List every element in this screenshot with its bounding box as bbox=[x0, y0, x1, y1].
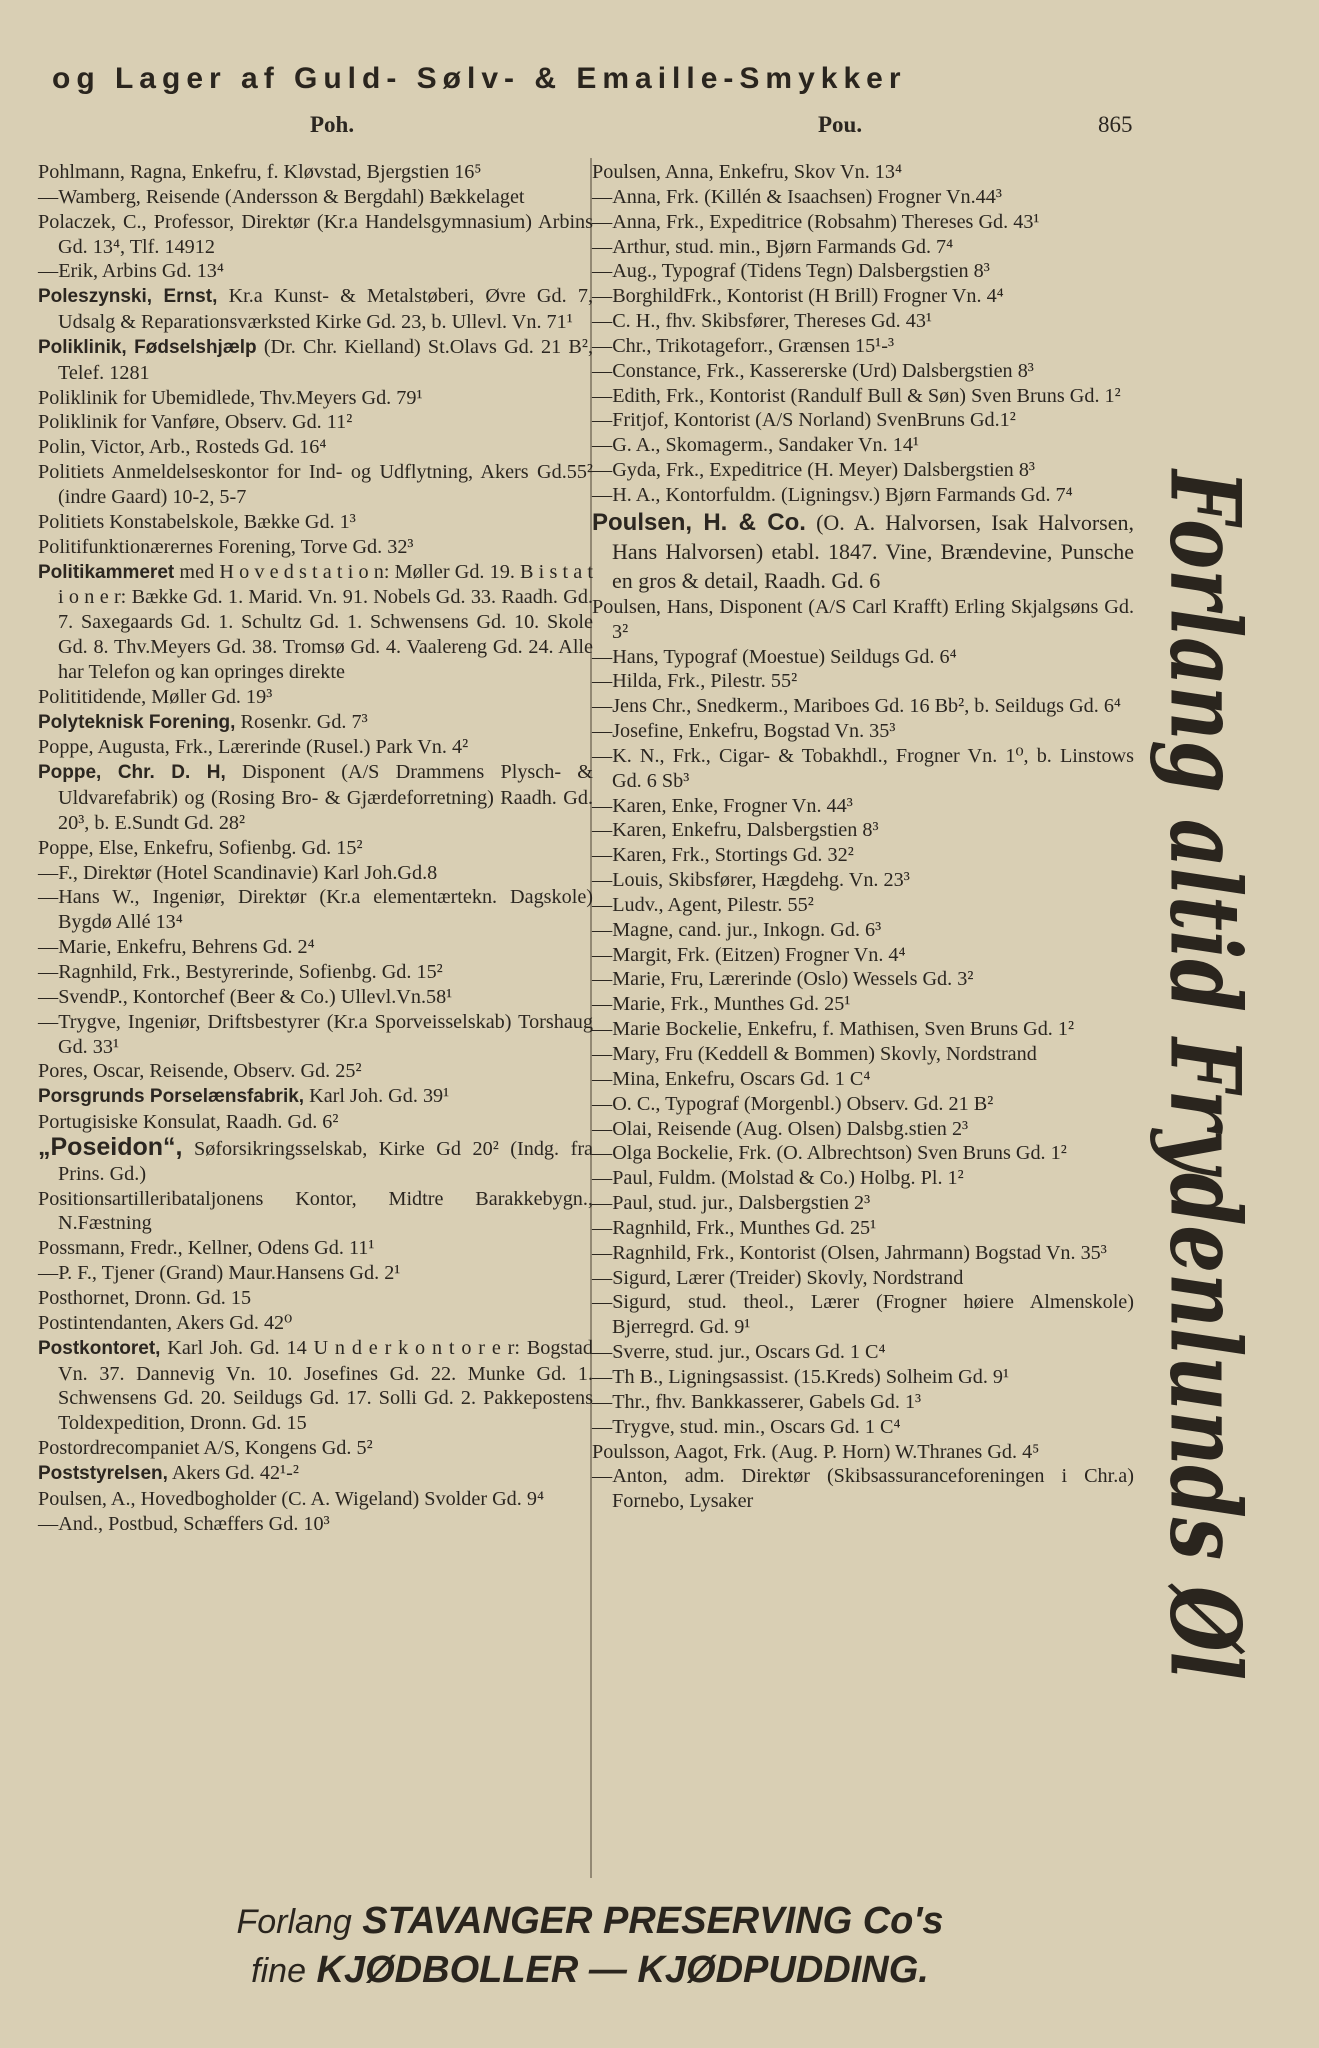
page-number: 865 bbox=[1098, 112, 1133, 137]
directory-entry bbox=[38, 335, 593, 386]
directory-entry bbox=[592, 918, 1134, 943]
directory-entry bbox=[592, 284, 1134, 309]
directory-entry bbox=[592, 843, 1134, 868]
entry-text: —P. F., Tjener (Grand) Maur.Hansens Gd. 2¹ bbox=[38, 1262, 401, 1285]
directory-entry bbox=[38, 560, 593, 685]
directory-entry bbox=[592, 1241, 1134, 1266]
entry-text: —Trygve, stud. min., Oscars Gd. 1 C⁴ bbox=[592, 1415, 901, 1438]
entry-text: Politifunktionærernes Forening, Torve Gd. 32³ bbox=[38, 535, 414, 558]
entry-text: —Karen, Enke, Frogner Vn. 44³ bbox=[592, 794, 853, 817]
entry-text: —Aug., Typograf (Tidens Tegn) Dalsbergstien 8³ bbox=[592, 260, 990, 283]
directory-entry bbox=[38, 435, 593, 460]
directory-entry bbox=[38, 836, 593, 861]
right-column-header: Pou. bbox=[818, 112, 863, 137]
entry-lead: Poliklinik, Fødselshjælp bbox=[38, 336, 257, 358]
entry-text: —Ragnhild, Frk., Kontorist (Olsen, Jahrmann) Bogstad Vn. 35³ bbox=[592, 1241, 1107, 1264]
entry-text: Poppe, Augusta, Frk., Lærerinde (Rusel.) Park Vn. 4² bbox=[38, 736, 469, 759]
directory-entry bbox=[592, 943, 1134, 968]
entry-lead: Poppe, Chr. D. H, bbox=[38, 762, 226, 784]
directory-entry bbox=[38, 1336, 593, 1436]
directory-entry bbox=[592, 669, 1134, 694]
entry-text: Postintendanten, Akers Gd. 42⁰ bbox=[38, 1311, 293, 1334]
directory-entry bbox=[38, 861, 593, 886]
directory-entry bbox=[592, 1340, 1134, 1365]
directory-entry bbox=[592, 1390, 1134, 1415]
entry-text: —Edith, Frk., Kontorist (Randulf Bull & Søn) Sven Bruns Gd. 1² bbox=[592, 384, 1121, 407]
entry-text: —Ludv., Agent, Pilestr. 55² bbox=[592, 893, 814, 916]
entry-text: —Ragnhild, Frk., Bestyrerinde, Sofienbg. Gd. 15² bbox=[38, 961, 443, 983]
directory-entry bbox=[592, 694, 1134, 719]
directory-entry bbox=[592, 1440, 1134, 1465]
entry-text: Rosenkr. Gd. 7³ bbox=[235, 710, 368, 733]
entry-text: Karl Joh. Gd. 14 U n d e r k o n t o r e r: Bogstad Vn. 37. Dannevig Vn. 10. Josefines Gd. 22. Munke Gd. 1. Schwensens Gd. 20. Seildugs Gd. 17. Solli Gd. 2. Pakkepostens Toldexpedition, Dronn. Gd. 15 bbox=[58, 1336, 593, 1435]
entry-text: —Karen, Frk., Stortings Gd. 32² bbox=[592, 844, 854, 867]
entry-text: —Magne, cand. jur., Inkogn. Gd. 6³ bbox=[592, 918, 882, 941]
entry-text: Poulsen, A., Hovedbogholder (C. A. Wigeland) Svolder Gd. 9⁴ bbox=[38, 1487, 545, 1510]
entry-text: —Sigurd, Lærer (Treider) Skovly, Nordstrand bbox=[592, 1266, 964, 1289]
entry-lead: Postkontoret, bbox=[38, 1337, 161, 1359]
directory-entry bbox=[592, 818, 1134, 843]
entry-text: —Marie, Frk., Munthes Gd. 25¹ bbox=[592, 993, 851, 1016]
entry-text: —Anton, adm. Direktør (Skibsassuranceforeningen i Chr.a) Fornebo, Lysaker bbox=[592, 1465, 1134, 1513]
entry-text: —O. C., Typograf (Morgenbl.) Observ. Gd. 21 B² bbox=[592, 1092, 994, 1115]
directory-entry bbox=[38, 510, 593, 535]
entry-text: —Arthur, stud. min., Bjørn Farmands Gd. 7⁴ bbox=[592, 235, 954, 258]
directory-entry bbox=[38, 259, 593, 284]
directory-entry bbox=[592, 595, 1134, 645]
directory-entry bbox=[592, 1141, 1134, 1166]
directory-entry bbox=[592, 1290, 1134, 1340]
entry-text: Kr.a Kunst- & Metalstøberi, Øvre Gd. 7, Udsalg & Reparationsværksted Kirke Gd. 23, b. Ullevl. Vn. 71¹ bbox=[58, 285, 593, 334]
directory-entry bbox=[38, 1110, 593, 1135]
entry-lead: Poulsen, H. & Co. bbox=[592, 508, 806, 536]
entry-text: —Thr., fhv. Bankkasserer, Gabels Gd. 1³ bbox=[592, 1390, 922, 1413]
entry-text: —G. A., Skomagerm., Sandaker Vn. 14¹ bbox=[592, 434, 919, 457]
entry-text: Karl Joh. Gd. 39¹ bbox=[304, 1085, 450, 1108]
entry-text: Politiets Anmeldelseskontor for Ind- og Udflytning, Akers Gd.55² (indre Gaard) 10-2, 5-7 bbox=[38, 461, 593, 508]
entry-text: —Gyda, Frk., Expeditrice (H. Meyer) Dalsbergstien 8³ bbox=[592, 459, 1035, 482]
bottom-ad-line-2-prefix: fine bbox=[251, 1952, 306, 1990]
entry-text: —Ragnhild, Frk., Munthes Gd. 25¹ bbox=[592, 1216, 877, 1239]
side-ad-vertical bbox=[1148, 470, 1290, 2019]
directory-entry bbox=[592, 868, 1134, 893]
directory-entry bbox=[38, 1311, 593, 1336]
directory-entry bbox=[592, 645, 1134, 670]
entry-text: —Hans W., Ingeniør, Direktør (Kr.a elementærtekn. Dagskole) Bygdø Allé 13⁴ bbox=[38, 886, 593, 934]
entry-text: —F., Direktør (Hotel Scandinavie) Karl Joh.Gd.8 bbox=[38, 861, 438, 884]
directory-entry bbox=[38, 460, 593, 510]
entry-text: —Hilda, Frk., Pilestr. 55² bbox=[592, 670, 798, 693]
directory-entry bbox=[592, 967, 1134, 992]
directory-entry bbox=[592, 1042, 1134, 1067]
directory-entry bbox=[592, 508, 1134, 595]
entry-text: Polititidende, Møller Gd. 19³ bbox=[38, 685, 273, 708]
entry-lead: „Poseidon“, bbox=[38, 1132, 183, 1161]
entry-text: Positionsartilleribataljonens Kontor, Midtre Barakkebygn., N.Fæstning bbox=[38, 1187, 593, 1235]
directory-entry bbox=[592, 1464, 1134, 1514]
directory-entry bbox=[592, 483, 1134, 508]
directory-entry bbox=[38, 386, 593, 411]
directory-entry bbox=[38, 735, 593, 760]
entry-text: —Paul, Fuldm. (Molstad & Co.) Holbg. Pl. 1² bbox=[592, 1167, 964, 1190]
directory-entry bbox=[38, 1010, 593, 1060]
directory-entry bbox=[38, 210, 593, 260]
entry-text: —Erik, Arbins Gd. 13⁴ bbox=[38, 260, 224, 283]
entry-text: Akers Gd. 42¹-² bbox=[167, 1461, 299, 1484]
directory-entry bbox=[38, 960, 593, 985]
directory-entry bbox=[38, 1436, 593, 1461]
entry-text: Possmann, Fredr., Kellner, Odens Gd. 11¹ bbox=[38, 1237, 375, 1260]
directory-entry bbox=[592, 1415, 1134, 1440]
entry-text: —Anna, Frk., Expeditrice (Robsahm) Thereses Gd. 43¹ bbox=[592, 210, 1040, 233]
directory-entry bbox=[38, 535, 593, 560]
directory-entry bbox=[592, 433, 1134, 458]
directory-entry bbox=[592, 744, 1134, 794]
entry-lead: Poleszynski, Ernst, bbox=[38, 286, 218, 308]
entry-lead: Poststyrelsen, bbox=[38, 1462, 168, 1484]
directory-entry bbox=[592, 359, 1134, 384]
entry-text: —Constance, Frk., Kassererske (Urd) Dalsbergstien 8³ bbox=[592, 359, 1034, 382]
directory-entry bbox=[38, 985, 593, 1010]
entry-text: —Chr., Trikotageforr., Grænsen 15¹-³ bbox=[592, 334, 895, 357]
entry-text: Portugisiske Konsulat, Raadh. Gd. 6² bbox=[38, 1111, 339, 1134]
entry-text: —Mary, Fru (Keddell & Bommen) Skovly, Nordstrand bbox=[592, 1043, 1037, 1065]
entry-text: Poulsen, Anna, Enkefru, Skov Vn. 13⁴ bbox=[592, 161, 903, 183]
directory-entry bbox=[38, 685, 593, 710]
side-ad-svg bbox=[1148, 470, 1290, 2019]
directory-entry bbox=[592, 309, 1134, 334]
entry-text: med H o v e d s t a t i o n: Møller Gd. 19. B i s t a t i o n e r: Bække Gd. 1. Marid. Vn. 91. Nobels Gd. 33. Raadh. Gd. 7. Saxegaards Gd. 1. Schultz Gd. 1. Schwensens Gd. 10. Skole Gd. 8. Thv.Meyers Gd. 38. Tromsø Gd. 4. Vaalereng Gd. 24. Alle har Telefon og kan opringes direkte bbox=[58, 560, 593, 683]
entry-text: —Josefine, Enkefru, Bogstad Vn. 35³ bbox=[592, 720, 896, 743]
directory-entry bbox=[38, 1461, 593, 1487]
entry-text: Polin, Victor, Arb., Rosteds Gd. 16⁴ bbox=[38, 436, 327, 459]
entry-text: —Sverre, stud. jur., Oscars Gd. 1 C⁴ bbox=[592, 1341, 886, 1364]
entry-text: Poulsen, Hans, Disponent (A/S Carl Krafft) Erling Skjalgsøns Gd. 3² bbox=[592, 595, 1134, 643]
entry-text: —Anna, Frk. (Killén & Isaachsen) Frogner Vn.44³ bbox=[592, 185, 1002, 208]
directory-entry bbox=[592, 1092, 1134, 1117]
top-banner-ad: og Lager af Guld- Sølv- & Emaille-Smykker bbox=[52, 62, 907, 95]
entry-text: —Sigurd, stud. theol., Lærer (Frogner høiere Almenskole) Bjerregrd. Gd. 9¹ bbox=[592, 1291, 1134, 1339]
entry-text: Politiets Konstabelskole, Bække Gd. 1³ bbox=[38, 510, 356, 533]
entry-text: Poliklinik for Ubemidlede, Thv.Meyers Gd. 79¹ bbox=[38, 386, 423, 409]
entry-text: (O. A. Halvorsen, Isak Halvorsen, Hans Halvorsen) etabl. 1847. Vine, Brændevine, Punsche en gros & detail, Raadh. Gd. 6 bbox=[612, 509, 1135, 593]
bottom-ad-line-2-main: KJØDBOLLER — KJØDPUDDING. bbox=[316, 1949, 929, 1991]
directory-entry bbox=[38, 1132, 593, 1187]
directory-entry bbox=[38, 1084, 593, 1110]
entry-text: —Olai, Reisende (Aug. Olsen) Dalsbg.stien 2³ bbox=[592, 1117, 969, 1140]
entry-text: —Trygve, Ingeniør, Driftsbestyrer (Kr.a Sporveisselskab) Torshaug Gd. 33¹ bbox=[38, 1010, 593, 1058]
directory-entry bbox=[592, 992, 1134, 1017]
entry-lead: Porsgrunds Porselænsfabrik, bbox=[38, 1086, 305, 1108]
entry-text: —And., Postbud, Schæffers Gd. 10³ bbox=[38, 1512, 330, 1535]
left-column bbox=[38, 160, 593, 1536]
directory-entry bbox=[38, 410, 593, 435]
entry-text: —H. A., Kontorfuldm. (Ligningsv.) Bjørn Farmands Gd. 7⁴ bbox=[592, 483, 1073, 506]
directory-entry bbox=[38, 885, 593, 935]
directory-entry bbox=[592, 1266, 1134, 1291]
directory-entry bbox=[38, 284, 593, 335]
directory-entry bbox=[592, 210, 1134, 235]
entry-text: —SvendP., Kontorchef (Beer & Co.) Ullevl.Vn.58¹ bbox=[38, 985, 453, 1008]
side-ad-text: Forlang altid Frydenlunds Øl bbox=[1148, 470, 1262, 2019]
entry-text: —Louis, Skibsfører, Hægdehg. Vn. 23³ bbox=[592, 869, 910, 892]
directory-entry bbox=[592, 458, 1134, 483]
entry-text: —Wamberg, Reisende (Andersson & Bergdahl) Bækkelaget bbox=[38, 185, 525, 208]
directory-entry bbox=[38, 1286, 593, 1311]
directory-entry bbox=[38, 1236, 593, 1261]
directory-entry bbox=[592, 1365, 1134, 1390]
entry-text: —Mina, Enkefru, Oscars Gd. 1 C⁴ bbox=[592, 1067, 871, 1090]
directory-entry bbox=[592, 1067, 1134, 1092]
directory-entry bbox=[592, 794, 1134, 819]
directory-entry bbox=[38, 760, 593, 836]
entry-text: —Jens Chr., Snedkerm., Mariboes Gd. 16 Bb², b. Seildugs Gd. 6⁴ bbox=[592, 695, 1121, 718]
left-column-header: Poh. bbox=[310, 112, 355, 137]
entry-text: —Marie Bockelie, Enkefru, f. Mathisen, Sven Bruns Gd. 1² bbox=[592, 1018, 1075, 1041]
entry-text: Postordrecompaniet A/S, Kongens Gd. 5² bbox=[38, 1437, 373, 1460]
directory-entry bbox=[592, 384, 1134, 409]
directory-entry bbox=[592, 1216, 1134, 1241]
bottom-ad-line-1 bbox=[190, 1898, 990, 1945]
entry-text: —Paul, stud. jur., Dalsbergstien 2³ bbox=[592, 1192, 871, 1215]
directory-entry bbox=[592, 893, 1134, 918]
directory-entry bbox=[592, 719, 1134, 744]
directory-entry bbox=[592, 408, 1134, 433]
directory-entry bbox=[592, 1117, 1134, 1142]
entry-text: —BorghildFrk., Kontorist (H Brill) Frogner Vn. 4⁴ bbox=[592, 285, 1004, 308]
directory-entry bbox=[592, 235, 1134, 260]
directory-entry bbox=[38, 1487, 593, 1512]
entry-text: Polaczek, C., Professor, Direktør (Kr.a Handelsgymnasium) Arbins Gd. 13⁴, Tlf. 14912 bbox=[38, 210, 593, 258]
entry-text: —Hans, Typograf (Moestue) Seildugs Gd. 6⁴ bbox=[592, 645, 957, 668]
entry-text: —Marie, Fru, Lærerinde (Oslo) Wessels Gd. 3² bbox=[592, 968, 974, 991]
entry-lead: Polyteknisk Forening, bbox=[38, 711, 236, 733]
directory-entry bbox=[38, 710, 593, 736]
directory-entry bbox=[38, 935, 593, 960]
entry-text: Disponent (A/S Drammens Plysch- & Uldvarefabrik) og (Rosing Bro- & Gjærdeforretning) Raadh. Gd. 20³, b. E.Sundt Gd. 28² bbox=[58, 761, 594, 834]
directory-entry bbox=[38, 1261, 593, 1286]
entry-text: —K. N., Frk., Cigar- & Tobakhdl., Frogner Vn. 1⁰, b. Linstows Gd. 6 Sb³ bbox=[592, 744, 1134, 792]
directory-entry bbox=[592, 259, 1134, 284]
bottom-ad-line-1-main: STAVANGER PRESERVING Co's bbox=[362, 1900, 944, 1942]
entry-text: Poulsson, Aagot, Frk. (Aug. P. Horn) W.Thranes Gd. 4⁵ bbox=[592, 1440, 1040, 1463]
entry-text: —Margit, Frk. (Eitzen) Frogner Vn. 4⁴ bbox=[592, 943, 906, 966]
entry-text: Søforsikringsselskab, Kirke Gd 20² (Indg. fra Prins. Gd.) bbox=[58, 1137, 593, 1185]
directory-entry bbox=[592, 1017, 1134, 1042]
directory-entry bbox=[592, 334, 1134, 359]
entry-text: —Fritjof, Kontorist (A/S Norland) SvenBruns Gd.1² bbox=[592, 409, 1016, 432]
right-column bbox=[592, 160, 1134, 1514]
entry-text: Posthornet, Dronn. Gd. 15 bbox=[38, 1286, 252, 1309]
entry-text: —Karen, Enkefru, Dalsbergstien 8³ bbox=[592, 819, 879, 842]
entry-text: —C. H., fhv. Skibsfører, Thereses Gd. 43¹ bbox=[592, 310, 932, 333]
bottom-ad-line-2 bbox=[190, 1945, 990, 1996]
entry-text: —Olga Bockelie, Frk. (O. Albrechtson) Sven Bruns Gd. 1² bbox=[592, 1142, 1067, 1165]
directory-entry bbox=[38, 185, 593, 210]
entry-text: Poliklinik for Vanføre, Observ. Gd. 11² bbox=[38, 411, 353, 434]
entry-text: —Th B., Ligningsassist. (15.Kreds) Solheim Gd. 9¹ bbox=[592, 1365, 1010, 1388]
bottom-ad-line-1-prefix: Forlang bbox=[236, 1903, 352, 1941]
entry-lead: Politikammeret bbox=[38, 561, 175, 583]
directory-entry bbox=[592, 160, 1134, 185]
entry-text: Poppe, Else, Enkefru, Sofienbg. Gd. 15² bbox=[38, 836, 363, 859]
entry-text: Pores, Oscar, Reisende, Observ. Gd. 25² bbox=[38, 1060, 362, 1083]
bottom-ad bbox=[190, 1898, 990, 1996]
directory-entry bbox=[38, 1059, 593, 1084]
directory-entry bbox=[592, 1166, 1134, 1191]
directory-entry bbox=[38, 160, 593, 185]
directory-entry bbox=[592, 185, 1134, 210]
entry-text: (Dr. Chr. Kielland) St.Olavs Gd. 21 B², Telef. 1281 bbox=[58, 335, 593, 384]
directory-entry bbox=[592, 1191, 1134, 1216]
directory-entry bbox=[38, 1512, 593, 1537]
entry-text: Pohlmann, Ragna, Enkefru, f. Kløvstad, Bjergstien 16⁵ bbox=[38, 161, 482, 183]
entry-text: —Marie, Enkefru, Behrens Gd. 2⁴ bbox=[38, 936, 315, 959]
directory-entry bbox=[38, 1187, 593, 1237]
